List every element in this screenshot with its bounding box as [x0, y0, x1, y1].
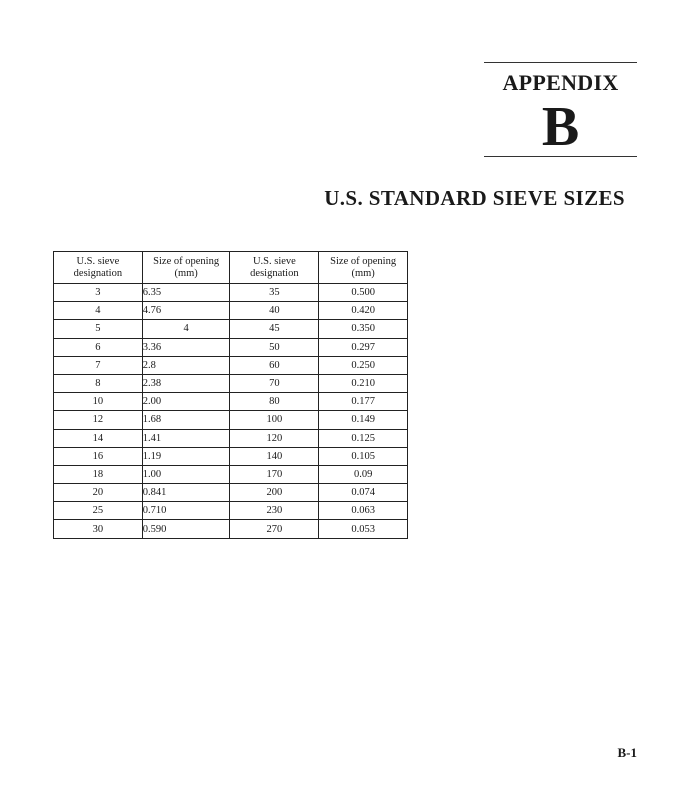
sieve-designation-cell: 7: [54, 356, 143, 374]
header-sieve-designation-2: U.S. sieve designation: [230, 252, 319, 284]
opening-size-cell: 1.41: [142, 429, 230, 447]
sieve-designation-cell: 35: [230, 284, 319, 302]
opening-size-cell: 0.350: [319, 320, 408, 338]
sieve-designation-cell: 10: [54, 393, 143, 411]
opening-size-cell: 1.68: [142, 411, 230, 429]
opening-size-cell: 0.125: [319, 429, 408, 447]
sieve-designation-cell: 3: [54, 284, 143, 302]
opening-size-cell: 2.38: [142, 374, 230, 392]
table-row: [54, 374, 408, 392]
opening-size-cell: 0.09: [319, 465, 408, 483]
table-row: [54, 356, 408, 374]
opening-size-cell: 0.250: [319, 356, 408, 374]
table-row: [54, 465, 408, 483]
sieve-designation-cell: 20: [54, 484, 143, 502]
opening-size-cell: 0.297: [319, 338, 408, 356]
opening-size-cell: 0.500: [319, 284, 408, 302]
sieve-designation-cell: 8: [54, 374, 143, 392]
opening-size-cell: 6.35: [142, 284, 230, 302]
appendix-heading: APPENDIX: [502, 70, 619, 95]
sieve-designation-cell: 14: [54, 429, 143, 447]
opening-size-cell: 4: [142, 320, 230, 338]
sieve-designation-cell: 45: [230, 320, 319, 338]
sieve-designation-cell: 70: [230, 374, 319, 392]
header-bottom-rule: [484, 156, 637, 157]
header-opening-size-1: Size of opening (mm): [142, 252, 230, 284]
sieve-designation-cell: 16: [54, 447, 143, 465]
opening-size-cell: 0.420: [319, 302, 408, 320]
opening-size-cell: 2.8: [142, 356, 230, 374]
sieve-designation-cell: 5: [54, 320, 143, 338]
sieve-designation-cell: 170: [230, 465, 319, 483]
table-row: [54, 320, 408, 338]
table-row: [54, 393, 408, 411]
opening-size-cell: 0.710: [142, 502, 230, 520]
opening-size-cell: 1.19: [142, 447, 230, 465]
sieve-designation-cell: 270: [230, 520, 319, 538]
sieve-designation-cell: 80: [230, 393, 319, 411]
sieve-designation-cell: 60: [230, 356, 319, 374]
sieve-designation-cell: 40: [230, 302, 319, 320]
opening-size-cell: 0.177: [319, 393, 408, 411]
header-sieve-designation-1: U.S. sieve designation: [54, 252, 143, 284]
table-header-row: [54, 252, 408, 284]
header-opening-size-2: Size of opening (mm): [319, 252, 408, 284]
appendix-letter: B: [541, 96, 580, 158]
opening-size-cell: 0.149: [319, 411, 408, 429]
table-row: [54, 429, 408, 447]
sieve-designation-cell: 6: [54, 338, 143, 356]
page-title: U.S. STANDARD SIEVE SIZES: [324, 186, 625, 210]
opening-size-cell: 4.76: [142, 302, 230, 320]
sieve-size-table: [53, 251, 408, 539]
opening-size-cell: 0.053: [319, 520, 408, 538]
table-row: [54, 284, 408, 302]
opening-size-cell: 0.590: [142, 520, 230, 538]
opening-size-cell: 3.36: [142, 338, 230, 356]
sieve-designation-cell: 18: [54, 465, 143, 483]
opening-size-cell: 0.063: [319, 502, 408, 520]
opening-size-cell: 0.210: [319, 374, 408, 392]
sieve-designation-cell: 120: [230, 429, 319, 447]
opening-size-cell: 0.074: [319, 484, 408, 502]
opening-size-cell: 1.00: [142, 465, 230, 483]
table-row: [54, 484, 408, 502]
table-row: [54, 411, 408, 429]
sieve-designation-cell: 12: [54, 411, 143, 429]
sieve-designation-cell: 30: [54, 520, 143, 538]
opening-size-cell: 0.105: [319, 447, 408, 465]
table-row: [54, 302, 408, 320]
sieve-designation-cell: 200: [230, 484, 319, 502]
table-row: [54, 520, 408, 538]
table-row: [54, 502, 408, 520]
table-row: [54, 447, 408, 465]
header-top-rule: [484, 62, 637, 63]
sieve-designation-cell: 4: [54, 302, 143, 320]
sieve-designation-cell: 25: [54, 502, 143, 520]
sieve-designation-cell: 50: [230, 338, 319, 356]
sieve-designation-cell: 140: [230, 447, 319, 465]
opening-size-cell: 0.841: [142, 484, 230, 502]
sieve-designation-cell: 100: [230, 411, 319, 429]
table-row: [54, 338, 408, 356]
sieve-designation-cell: 230: [230, 502, 319, 520]
page-number: B-1: [617, 745, 637, 760]
opening-size-cell: 2.00: [142, 393, 230, 411]
